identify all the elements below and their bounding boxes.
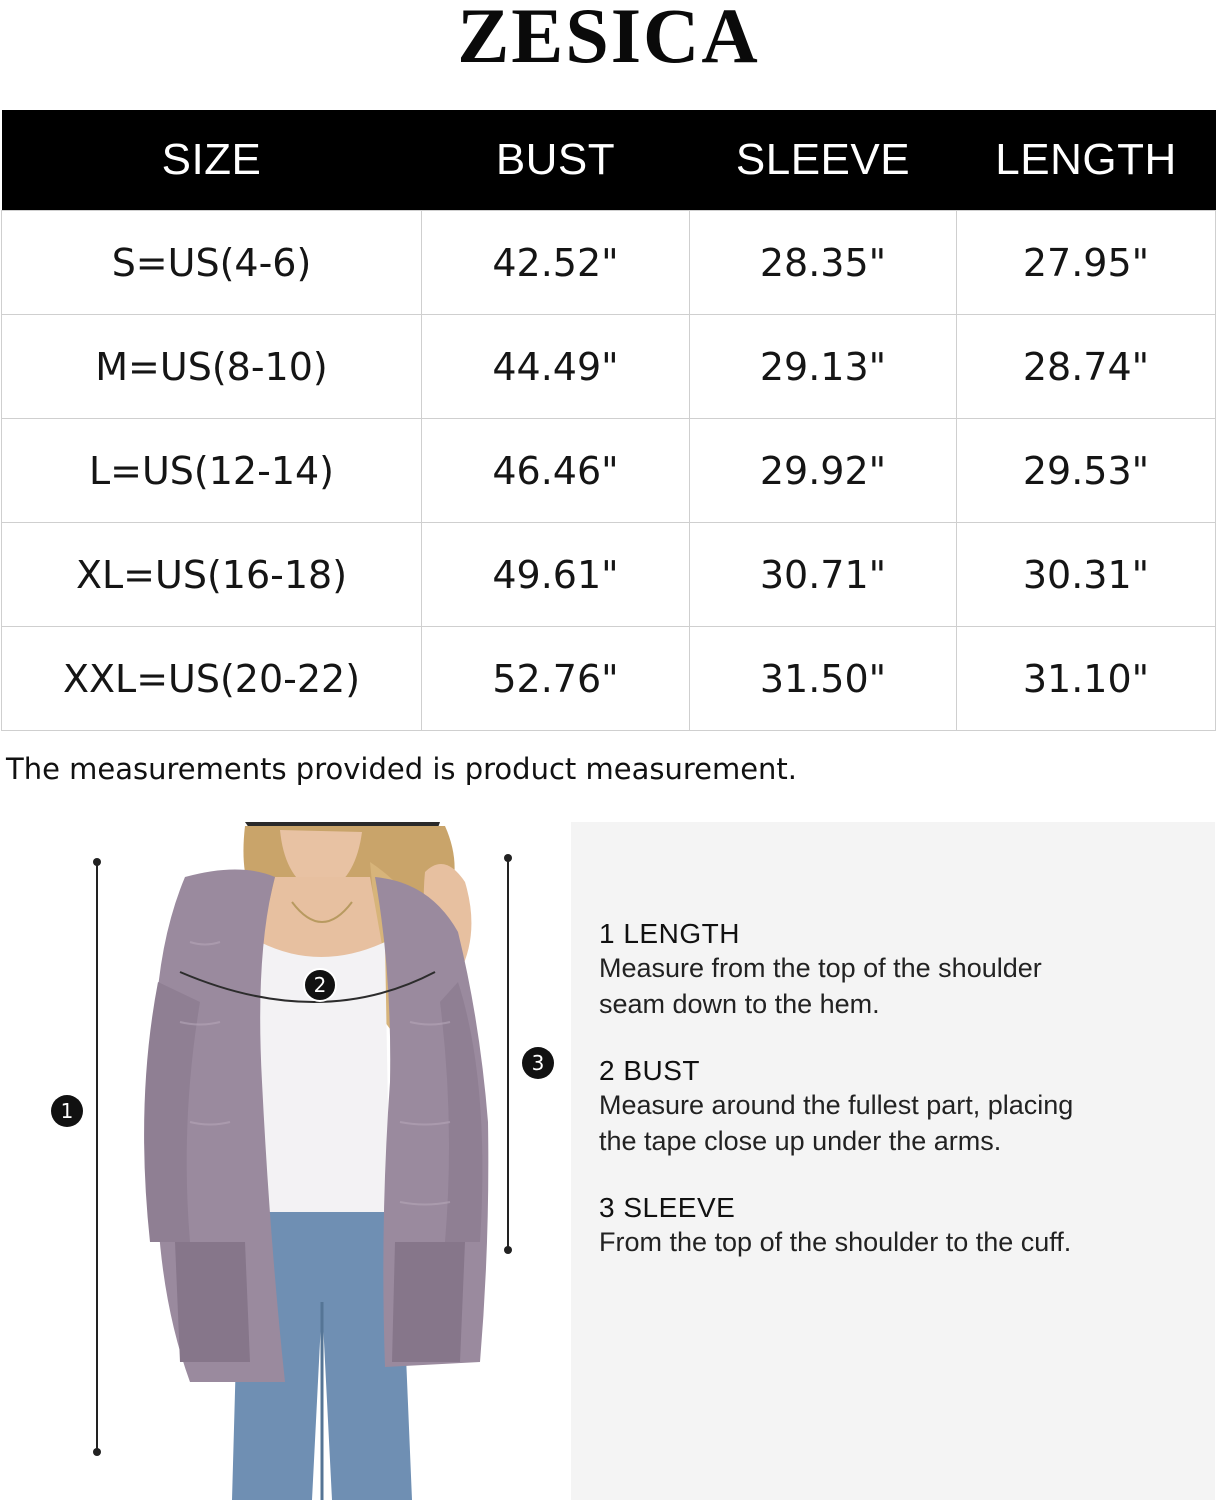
table-row	[2, 211, 1216, 315]
instruction-line: Measure from the top of the shoulder	[599, 953, 1042, 983]
cell-sleeve: 31.50"	[690, 627, 957, 731]
instruction-line: the tape close up under the arms.	[599, 1126, 1002, 1156]
cell-bust: 44.49"	[422, 315, 690, 419]
measurement-note: The measurements provided is product measurement.	[6, 752, 798, 786]
cell-size: L=US(12-14)	[2, 419, 422, 523]
table-row	[2, 627, 1216, 731]
cell-size: S=US(4-6)	[2, 211, 422, 315]
instruction-line: seam down to the hem.	[599, 989, 880, 1019]
instruction-line: Measure around the fullest part, placing	[599, 1090, 1074, 1120]
instruction-title: 1 LENGTH	[599, 918, 740, 949]
marker-sleeve-label: 3	[531, 1051, 545, 1075]
table-row	[2, 523, 1216, 627]
model-photo	[40, 822, 570, 1500]
cell-bust: 42.52"	[422, 211, 690, 315]
instruction-title: 2 BUST	[599, 1055, 701, 1086]
instruction-line: From the top of the shoulder to the cuff.	[599, 1227, 1072, 1257]
header-bust: BUST	[422, 110, 690, 211]
marker-length	[51, 1095, 83, 1127]
marker-bust-label: 2	[313, 973, 327, 997]
cell-length: 31.10"	[957, 627, 1216, 731]
cell-length: 29.53"	[957, 419, 1216, 523]
cell-bust: 46.46"	[422, 419, 690, 523]
instruction-bust	[599, 1055, 1199, 1159]
marker-sleeve	[522, 1047, 554, 1079]
cell-length: 30.31"	[957, 523, 1216, 627]
cell-length: 27.95"	[957, 211, 1216, 315]
header-length: LENGTH	[957, 110, 1216, 211]
marker-bust	[304, 969, 336, 1001]
cell-sleeve: 28.35"	[690, 211, 957, 315]
table-row	[2, 419, 1216, 523]
header-size: SIZE	[2, 110, 422, 211]
cell-size: XL=US(16-18)	[2, 523, 422, 627]
cell-sleeve: 30.71"	[690, 523, 957, 627]
size-chart-table	[1, 110, 1216, 731]
instruction-title: 3 SLEEVE	[599, 1192, 736, 1223]
cell-bust: 49.61"	[422, 523, 690, 627]
table-row	[2, 315, 1216, 419]
marker-length-label: 1	[60, 1099, 74, 1123]
cell-bust: 52.76"	[422, 627, 690, 731]
cell-length: 28.74"	[957, 315, 1216, 419]
cell-size: XXL=US(20-22)	[2, 627, 422, 731]
cell-size: M=US(8-10)	[2, 315, 422, 419]
header-sleeve: SLEEVE	[690, 110, 957, 211]
cell-sleeve: 29.92"	[690, 419, 957, 523]
brand-logo: ZESICA	[457, 0, 760, 79]
instruction-length	[599, 918, 1199, 1022]
cardigan-illustration	[40, 822, 570, 1500]
cell-sleeve: 29.13"	[690, 315, 957, 419]
instruction-sleeve	[599, 1192, 1199, 1260]
table-header-row	[2, 110, 1216, 211]
